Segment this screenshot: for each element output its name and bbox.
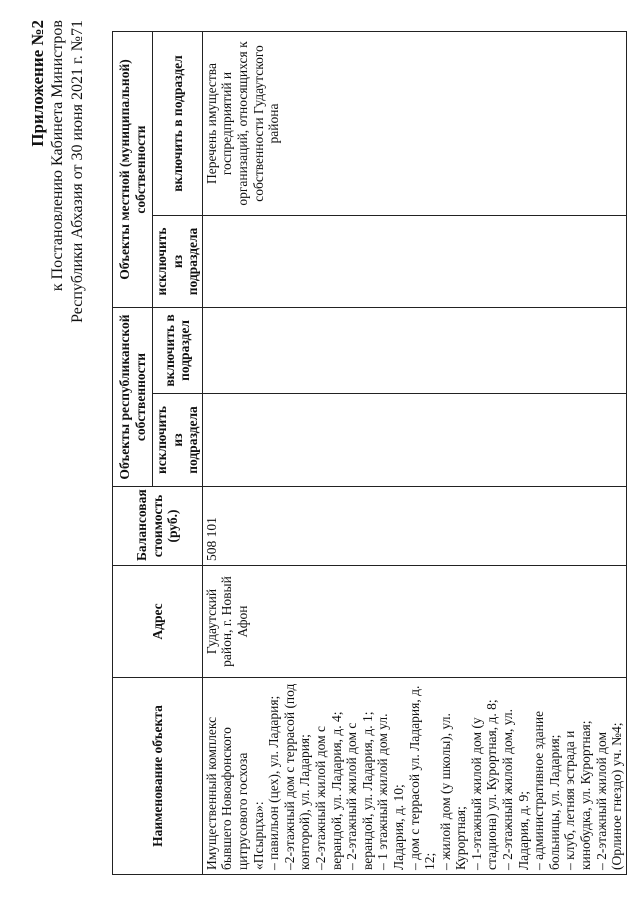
republic-exclude-cell (202, 394, 626, 487)
object-name-line: – 2-этажный жилой дом (Орлиное гнездо) уч. №4; (593, 722, 625, 870)
local-exclude-cell (202, 216, 626, 308)
local-include-cell: Перечень имущества госпредприятий и организаций, относящихся к собственности Гудаутского района (202, 32, 626, 216)
property-table (112, 31, 627, 875)
object-name-line: – клуб, летняя эстрада и кинобудка, ул. Курортная; (562, 720, 594, 870)
object-name-cell (202, 678, 626, 875)
object-name-line: – павильон (цех), ул. Ладария; (266, 695, 282, 870)
col-header-local: Объекты местной (муниципальной) собственности (113, 32, 153, 308)
subheader-republic-exclude: исключить из подраздела (153, 394, 203, 487)
balance-cell: 508 101 (202, 487, 626, 566)
object-name-line: –2-этажный дом с террасой (под конторой), ул. Ладария; (281, 683, 313, 870)
col-header-republic: Объекты республиканской собственности (113, 308, 153, 487)
subheader-local-exclude: исключить из подраздела (153, 216, 203, 308)
table-row (202, 32, 626, 875)
object-name-line: – административное здание больницы, ул. Ладария; (531, 710, 562, 870)
document-header (28, 20, 88, 905)
object-name-line: Имущественный комплекс бывшего Новоафонского цитрусового госхоза «Псырцха»: (203, 716, 266, 870)
subheader-local-include: включить в подраздел (153, 32, 203, 216)
object-name-line: – 1-этажный жилой дом (у стадиона) ул. Курортная, д. 8; (468, 699, 500, 870)
col-header-name: Наименование объекта (113, 678, 203, 875)
address-cell: Гудаутский район, г. Новый Афон (202, 566, 626, 678)
object-name-line: – дом с террасой ул. Ладария, д. 12; (406, 685, 438, 870)
object-name-line: – жилой дом (у школы), ул. Курортная; (437, 713, 469, 870)
header-line-1: к Постановлению Кабинета Министров (49, 20, 66, 292)
subheader-republic-include: включить в подраздел (153, 308, 203, 394)
col-header-address: Адрес (113, 566, 203, 678)
object-name-line: –2-этажный жилой дом с верандой, ул. Ладария, д. 4; (312, 711, 344, 870)
object-name-line: – 1 этажный жилой дом ул. Ладария, д. 10; (375, 713, 406, 870)
object-name-line: – 2-этажный жилой дом, ул. Ладария, д. 9; (500, 708, 531, 870)
header-line-2: Республики Абхазия от 30 июня 2021 г. №71 (69, 20, 86, 323)
appendix-title: Приложение №2 (28, 20, 47, 147)
republic-include-cell (202, 308, 626, 394)
col-header-balance: Балансовая стоимость (руб.) (113, 487, 203, 566)
object-name-line: – 2-этажный жилой дом с верандой, ул. Ладария, д. 1; (344, 711, 375, 870)
